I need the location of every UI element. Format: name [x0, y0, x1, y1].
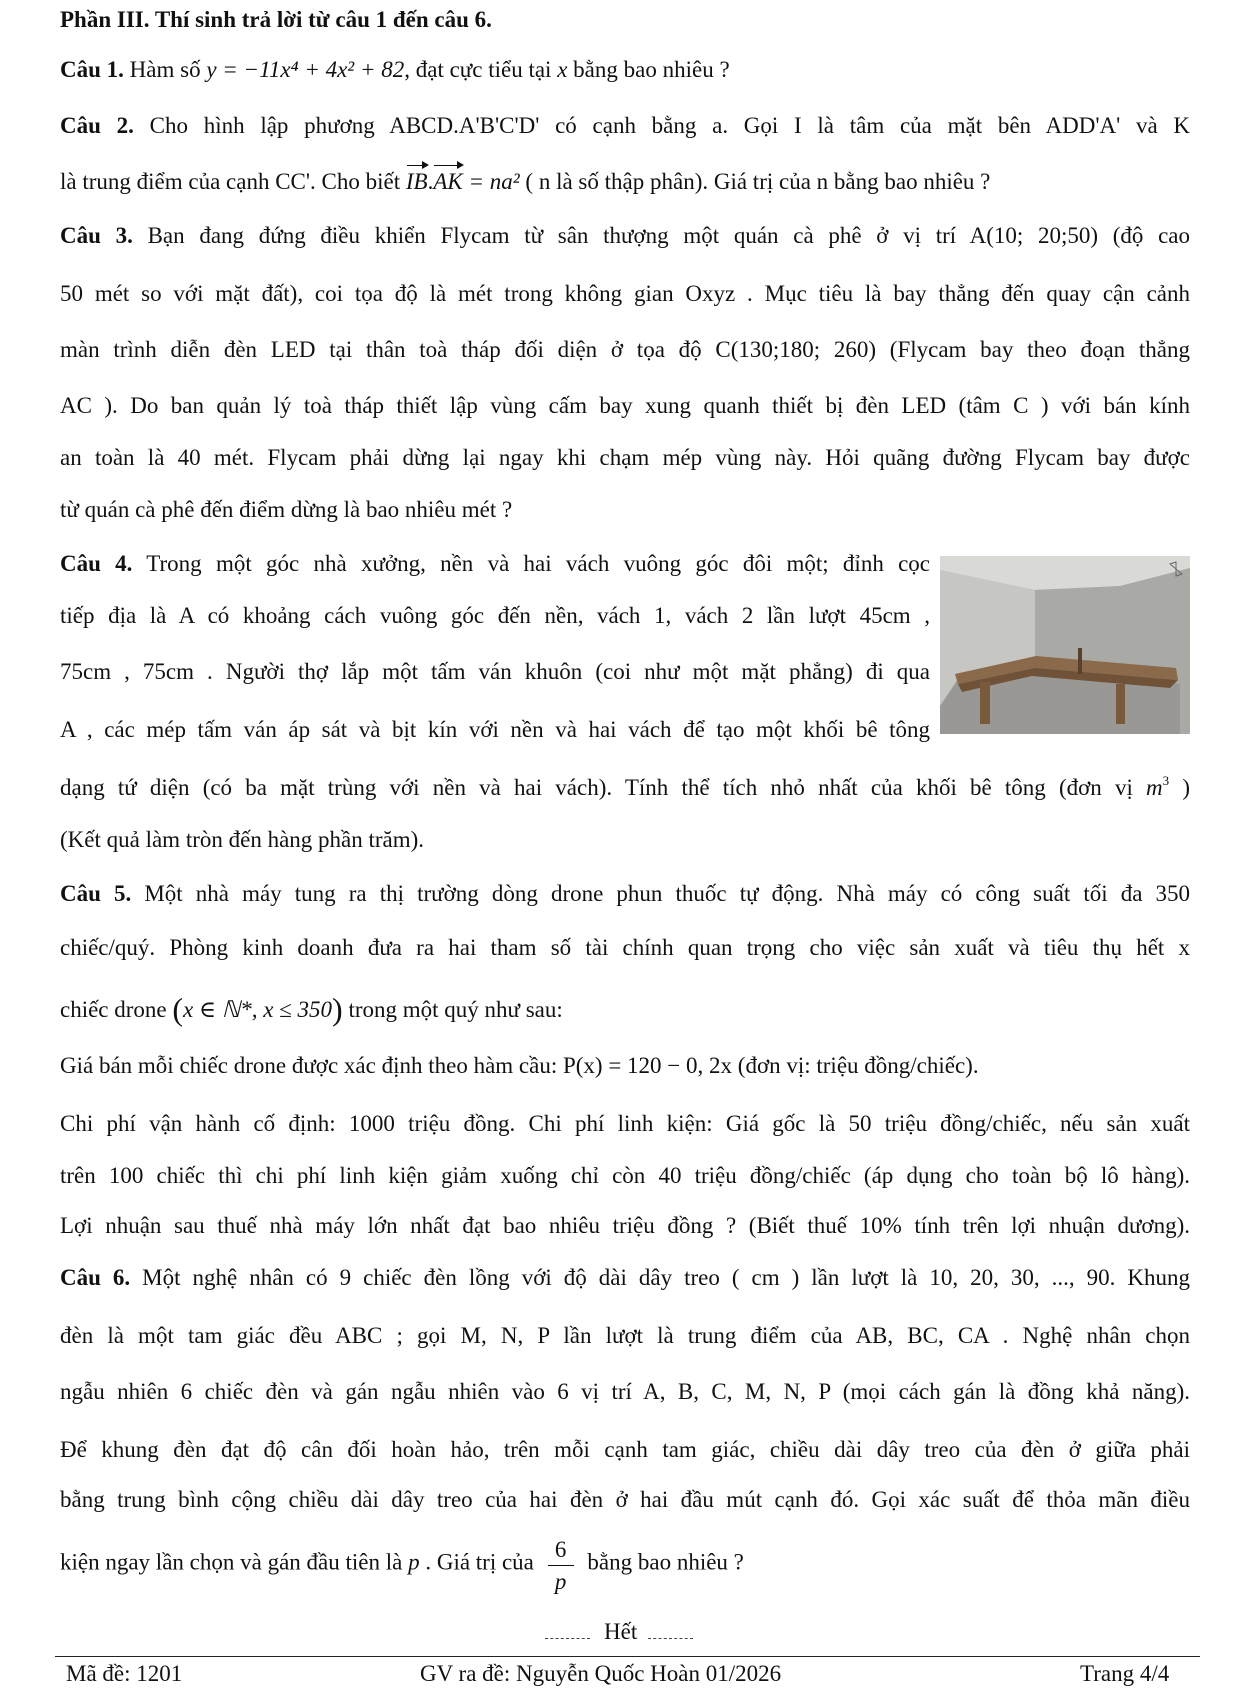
question-3-label: Câu 3. — [60, 223, 133, 248]
question-1-formula: y = −11x⁴ + 4x² + 82 — [206, 57, 405, 82]
question-5-line-5: Chi phí vận hành cố định: 1000 triệu đồng. Chi phí linh kiện: Giá gốc là 50 triệu đồng/chiếc, nếu sản xuất — [60, 1111, 1190, 1136]
question-5-condition: x ∈ ℕ*, x ≤ 350 — [183, 997, 333, 1022]
footer-divider — [55, 1656, 1200, 1657]
question-2-label: Câu 2. — [60, 113, 134, 138]
question-4-line-5: dạng tứ diện (có ba mặt trùng với nền và hai vách). Tính thể tích nhỏ nhất của khối bê tông (đơn vị $m^3$ ) — [60, 773, 1190, 800]
question-4-line-2: tiếp địa là A có khoảng cách vuông góc đến nền, vách 1, vách 2 lần lượt 45cm , — [60, 603, 930, 628]
question-3-line-3: màn trình diễn đèn LED tại thân toà tháp đối diện ở tọa độ C(130;180; 260) (Flycam bay theo đoạn thẳng — [60, 337, 1190, 362]
end-dash-left — [545, 1638, 590, 1639]
footer-page-number: Trang 4/4 — [1080, 1661, 1170, 1686]
question-6-line-1: Câu 6. Một nghệ nhân có 9 chiếc đèn lồng với độ dài dây treo ( cm ) lần lượt là 10, 20, 30, ..., 90. Khung — [60, 1265, 1190, 1290]
question-5-line-3: chiếc drone (x ∈ ℕ*, x ≤ 350) trong một quý như sau: — [60, 991, 563, 1027]
question-3-line-1: Câu 3. Bạn đang đứng điều khiển Flycam từ sân thượng một quán cà phê ở vị trí A(10; 20;50) (độ cao — [60, 223, 1190, 248]
question-2-line-1: Câu 2. Cho hình lập phương ABCD.A'B'C'D' có cạnh bằng a. Gọi I là tâm của mặt bên ADD'A' và K — [60, 113, 1191, 138]
question-6-line-5: bằng trung bình cộng chiều dài dây treo của hai đèn ở hai đầu mút cạnh đó. Gọi xác suất để thỏa mãn điều — [60, 1487, 1190, 1512]
fraction-6-over-p: $\frac{6}{p}$ — [546, 1534, 576, 1594]
section-title: Phần III. Thí sinh trả lời từ câu 1 đến câu 6. — [60, 7, 492, 32]
footer-author: GV ra đề: Nguyễn Quốc Hoàn 01/2026 — [420, 1661, 782, 1686]
question-5-line-2: chiếc/quý. Phòng kinh doanh đưa ra hai tham số tài chính quan trọng cho việc sản xuất và tiêu thụ hết x — [60, 935, 1190, 960]
question-4-line-4: A , các mép tấm ván áp sát và bịt kín với nền và hai vách để tạo một khối bê tông — [60, 717, 930, 742]
end-marker: Hết — [604, 1619, 638, 1644]
question-4-line-3: 75cm , 75cm . Người thợ lắp một tấm ván khuôn (coi như một mặt phẳng) đi qua — [60, 659, 930, 684]
question-3-line-2: 50 mét so với mặt đất), coi tọa độ là mét trong không gian Oxyz . Mục tiêu là bay thẳng đến quay cận cảnh — [60, 281, 1190, 306]
vector-ib: IB — [405, 169, 428, 194]
question-5-label: Câu 5. — [60, 881, 132, 906]
question-3-line-6: từ quán cà phê đến điểm dừng là bao nhiêu mét ? — [60, 497, 513, 522]
question-4-line-1: Câu 4. Trong một góc nhà xưởng, nền và hai vách vuông góc đôi một; đỉnh cọc — [60, 551, 930, 576]
question-4-line-6: (Kết quả làm tròn đến hàng phần trăm). — [60, 827, 425, 852]
formwork-corner-photo — [940, 556, 1190, 734]
question-4-label: Câu 4. — [60, 551, 133, 576]
question-3-line-4: AC ). Do ban quản lý toà tháp thiết lập vùng cấm bay xung quanh thiết bị đèn LED (tâm C ) với bán kính — [60, 393, 1190, 418]
question-1-label: Câu 1. — [60, 57, 124, 82]
footer-exam-code: Mã đề: 1201 — [66, 1661, 183, 1686]
question-2-line-2: là trung điểm của cạnh CC'. Cho biết IB.AK = na² ( n là số thập phân). Giá trị của n bằng bao nhiêu ? — [60, 169, 991, 194]
vector-ak: AK — [433, 169, 463, 194]
question-5-line-4: Giá bán mỗi chiếc drone được xác định theo hàm cầu: P(x) = 120 − 0, 2x (đơn vị: triệu đồng/chiếc). — [60, 1053, 979, 1078]
question-1: Câu 1. Hàm số y = −11x⁴ + 4x² + 82, đạt cực tiểu tại x bằng bao nhiêu ? — [60, 57, 730, 82]
question-6-line-4: Để khung đèn đạt độ cân đối hoàn hảo, trên mỗi cạnh tam giác, chiều dài dây treo của đèn ở giữa phải — [60, 1437, 1190, 1462]
question-3-line-5: an toàn là 40 mét. Flycam phải dừng lại ngay khi chạm mép vùng này. Hỏi quãng đường Flycam bay được — [60, 445, 1190, 470]
question-5-line-7: Lợi nhuận sau thuế nhà máy lớn nhất đạt bao nhiêu triệu đồng ? (Biết thuế 10% tính trên lợi nhuận dương). — [60, 1213, 1190, 1238]
end-dash-right — [648, 1638, 693, 1639]
question-6-line-3: ngẫu nhiên 6 chiếc đèn và gán ngẫu nhiên vào 6 vị trí A, B, C, M, N, P (mọi cách gán là đồng khả năng). — [60, 1379, 1190, 1404]
question-6-line-6: kiện ngay lần chọn và gán đầu tiên là p . Giá trị của $\frac{6}{p}$ bằng bao nhiêu ? — [60, 1534, 744, 1594]
question-6-line-2: đèn là một tam giác đều ABC ; gọi M, N, P lần lượt là trung điểm của AB, BC, CA . Nghệ nhân chọn — [60, 1323, 1190, 1348]
question-6-label: Câu 6. — [60, 1265, 131, 1290]
question-5-line-6: trên 100 chiếc thì chi phí linh kiện giảm xuống chỉ còn 40 triệu đồng/chiếc (áp dụng cho toàn bộ lô hàng). — [60, 1163, 1190, 1188]
question-5-line-1: Câu 5. Một nhà máy tung ra thị trường dòng drone phun thuốc tự động. Nhà máy có công suất tối đa 350 — [60, 881, 1190, 906]
